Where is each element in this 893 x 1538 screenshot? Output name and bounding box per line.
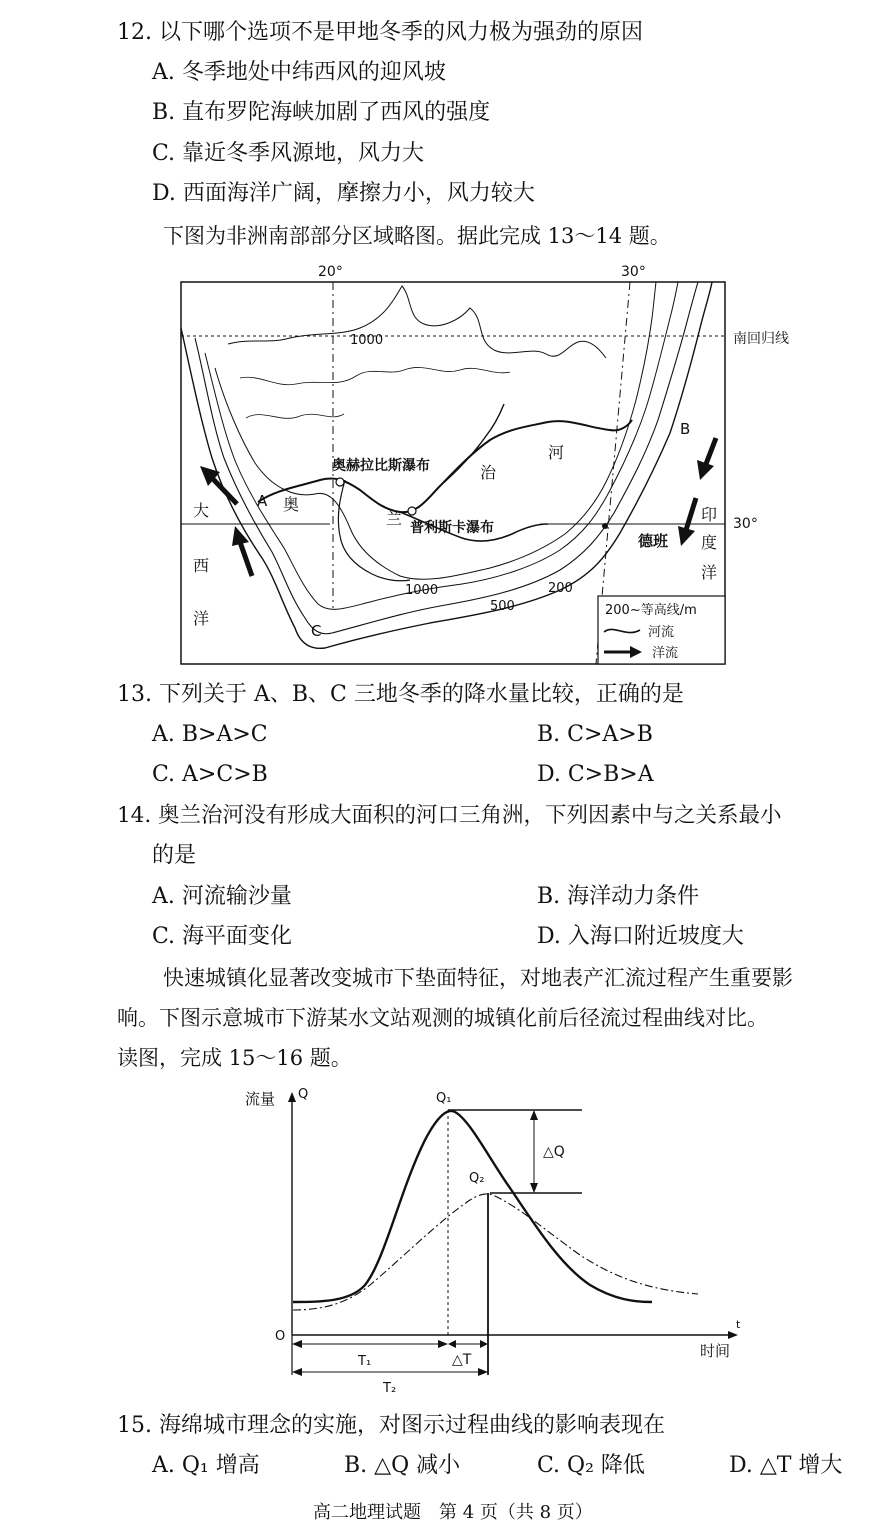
q14-option-b: B. 海洋动力条件	[537, 884, 700, 909]
atlantic-char-1: 大	[193, 501, 210, 520]
q14-stem-line2: 的是	[152, 843, 197, 868]
q14-option-d: D. 入海口附近坡度大	[537, 924, 744, 949]
q12-option-c: C. 靠近冬季风源地，风力大	[152, 141, 425, 166]
q14-stem-line1: 14. 奥兰治河没有形成大面积的河口三角洲，下列因素中与之关系最小	[117, 803, 782, 828]
q13-option-a: A. B>A>C	[152, 722, 268, 747]
q12-option-b: B. 直布罗陀海峡加剧了西风的强度	[152, 100, 491, 125]
q15-stem: 15. 海绵城市理念的实施，对图示过程曲线的影响表现在	[117, 1413, 665, 1438]
q1-label: Q₁	[436, 1091, 452, 1106]
falls-2-label: 普利斯卡瀑布	[410, 520, 494, 536]
indian-char-3: 洋	[701, 563, 718, 582]
q15-option-a: A. Q₁ 增高	[152, 1453, 260, 1478]
t1-label: T₁	[358, 1354, 372, 1369]
current-arrow-benguela-2	[232, 526, 252, 576]
river-char-2: 兰	[386, 509, 403, 528]
runoff-hydrograph	[0, 1080, 893, 1400]
legend-contour: 200~等高线/m	[605, 603, 697, 618]
falls-1-label: 奥赫拉比斯瀑布	[332, 458, 430, 474]
river-char-1: 奥	[283, 495, 300, 514]
contour-200	[195, 282, 698, 634]
q12-stem: 12. 以下哪个选项不是甲地冬季的风力极为强劲的原因	[117, 20, 643, 45]
intro15-line3: 读图，完成 15～16 题。	[117, 1046, 352, 1070]
river-char-3: 治	[480, 463, 497, 482]
point-c-label: C	[311, 622, 322, 640]
orange-river	[258, 420, 632, 512]
current-arrow-benguela-1	[200, 466, 237, 504]
q12-option-a: A. 冬季地处中纬西风的迎风坡	[152, 60, 446, 85]
tropic-label: 南回归线	[733, 331, 789, 347]
current-arrow-agulhas-1	[697, 438, 716, 480]
q15-option-d: D. △T 增大	[729, 1453, 843, 1478]
highland-contour	[228, 286, 606, 358]
river-char-4: 河	[548, 443, 565, 462]
q12-option-d: D. 西面海洋广阔，摩擦力小，风力较大	[152, 181, 535, 206]
southern-africa-map	[0, 258, 893, 678]
t2-label: T₂	[383, 1381, 397, 1396]
current-arrow-agulhas-2	[678, 498, 696, 546]
q15-option-b: B. △Q 减小	[344, 1453, 461, 1478]
curve-after-urbanization	[293, 1111, 652, 1302]
q14-option-a: A. 河流输沙量	[152, 884, 292, 909]
atlantic-char-2: 西	[193, 556, 210, 575]
origin-label: O	[275, 1329, 286, 1344]
lat-30-label: 30°	[733, 516, 758, 532]
q13-option-b: B. C>A>B	[537, 722, 653, 747]
point-a-label: A	[257, 492, 268, 510]
y-axis-symbol: Q	[298, 1087, 309, 1102]
map-intro: 下图为非洲南部部分区域略图。据此完成 13～14 题。	[163, 224, 671, 248]
indian-char-1: 印	[701, 505, 718, 524]
city-durban-label: 德班	[638, 532, 669, 550]
point-b-label: B	[680, 420, 691, 438]
page-footer: 高二地理试题 第 4 页（共 8 页）	[313, 1502, 593, 1523]
q13-option-d: D. C>B>A	[537, 762, 654, 787]
q15-option-c: C. Q₂ 降低	[537, 1453, 645, 1478]
x-axis-symbol: t	[736, 1318, 741, 1331]
contour-1000-south-label: 1000	[405, 583, 439, 598]
delta-t-label: △T	[452, 1352, 472, 1368]
q14-option-c: C. 海平面变化	[152, 924, 293, 949]
atlantic-char-3: 洋	[193, 609, 210, 628]
lon-30-label: 30°	[621, 264, 646, 280]
q13-option-c: C. A>C>B	[152, 762, 268, 787]
legend-river: 河流	[648, 625, 675, 640]
contour-200-label: 200	[548, 581, 573, 596]
indian-char-2: 度	[701, 533, 718, 552]
contour-500-label: 500	[490, 599, 515, 614]
q13-stem: 13. 下列关于 A、B、C 三地冬季的降水量比较，正确的是	[117, 682, 684, 707]
intro15-line1: 快速城镇化显著改变城市下垫面特征，对地表产汇流过程产生重要影	[163, 966, 793, 990]
x-axis-title: 时间	[700, 1342, 731, 1360]
legend-current: 洋流	[652, 646, 679, 661]
y-axis-title: 流量	[245, 1090, 276, 1108]
coastline	[181, 282, 712, 648]
intro15-line2: 响。下图示意城市下游某水文站观测的城镇化前后径流过程曲线对比。	[117, 1006, 768, 1030]
q2-label: Q₂	[469, 1171, 485, 1186]
delta-q-label: △Q	[543, 1144, 565, 1160]
lon-20-label: 20°	[318, 264, 343, 280]
contour-1000-north-label: 1000	[350, 333, 384, 348]
